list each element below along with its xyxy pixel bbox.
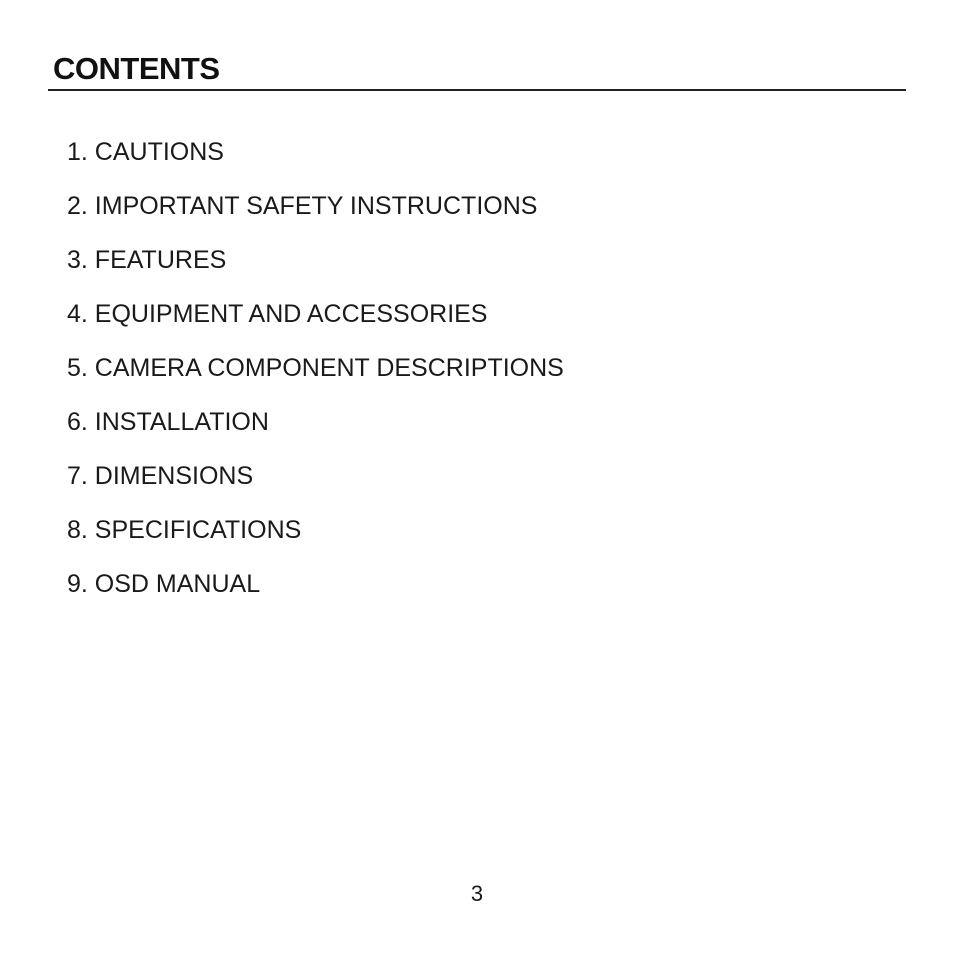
title-divider [48, 89, 906, 91]
table-of-contents [67, 134, 564, 620]
toc-item-osd-manual[interactable]: 9. OSD MANUAL [67, 570, 261, 598]
toc-item-equipment-and-accessories[interactable]: 4. EQUIPMENT AND ACCESSORIES [67, 300, 488, 328]
toc-item-specifications[interactable]: 8. SPECIFICATIONS [67, 516, 302, 544]
toc-item-dimensions[interactable]: 7. DIMENSIONS [67, 462, 254, 490]
toc-item-installation[interactable]: 6. INSTALLATION [67, 408, 269, 436]
toc-item-cautions[interactable]: 1. CAUTIONS [67, 138, 224, 166]
toc-item-camera-component-descriptions[interactable]: 5. CAMERA COMPONENT DESCRIPTIONS [67, 354, 564, 382]
page-title: CONTENTS [53, 51, 220, 86]
toc-item-features[interactable]: 3. FEATURES [67, 246, 227, 274]
toc-item-important-safety-instructions[interactable]: 2. IMPORTANT SAFETY INSTRUCTIONS [67, 192, 538, 220]
page-number: 3 [470, 881, 484, 906]
